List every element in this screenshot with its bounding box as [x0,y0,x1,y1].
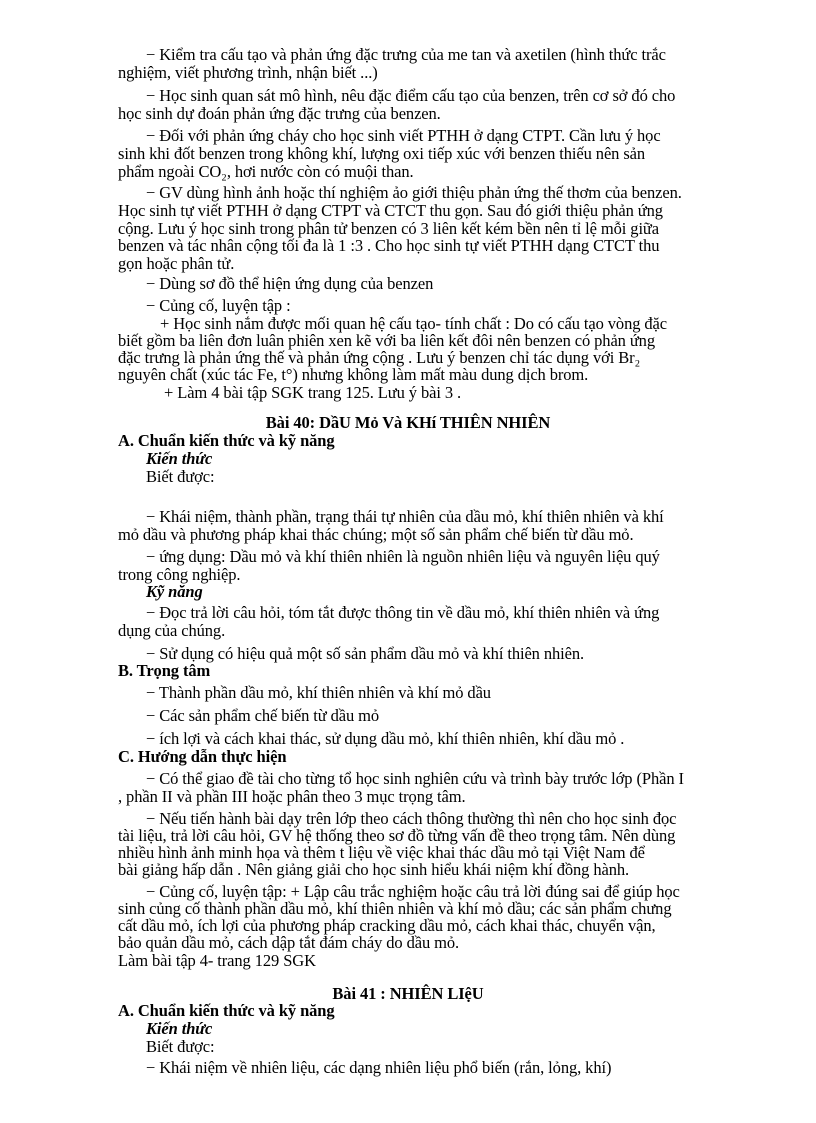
text-line: phẩm ngoài CO₂, hơi nước còn có muội than. [118,162,414,181]
text-line: − Học sinh quan sát mô hình, nêu đặc điểm cấu tạo của benzen, trên cơ sở đó cho [146,86,676,105]
text-line: − Củng cố, luyện tập : [146,296,291,315]
text-line: − ích lợi và cách khai thác, sử dụng dầu mỏ, khí thiên nhiên, khí dầu mỏ . [146,729,625,748]
text-line: nguyên chất (xúc tác Fe, t°) nhưng không làm mất màu dung dịch brom. [118,365,589,384]
text-line: nghiệm, viết phương trình, nhận biết ...) [118,63,378,82]
text-line: + Làm 4 bài tập SGK trang 125. Lưu ý bài 3 . [164,383,462,402]
text-line: − GV dùng hình ảnh hoặc thí nghiệm ảo giới thiệu phản ứng thế thơm của benzen. [146,183,682,202]
text-line: − Dùng sơ đồ thể hiện ứng dụng của benzen [146,274,434,293]
subsection-heading: Kiến thức [146,449,213,468]
text-line: Làm bài tập 4- trang 129 SGK [118,951,316,970]
text-line: − Khái niệm về nhiên liệu, các dạng nhiên liệu phổ biến (rắn, lỏng, khí) [146,1058,612,1077]
text-line: dụng của chúng. [118,621,226,640]
text-line: − Đọc trả lời câu hỏi, tóm tắt được thông tin về dầu mỏ, khí thiên nhiên và ứng [146,603,660,622]
text-line: benzen và tác nhân cộng tối đa là 1 :3 . Cho học sinh tự viết PTHH dạng CTCT thu [118,236,660,255]
text-line: mỏ dầu và phương pháp khai thác chúng; một số sản phẩm chế biến từ dầu mỏ. [118,525,634,544]
text-line: Biết được: [146,1037,215,1056]
text-line: cất dầu mỏ, ích lợi của phương pháp cracking dầu mỏ, cách khai thác, chuyển vận, [118,916,656,935]
lesson-heading: Bài 41 : NHIÊN LIệU [332,984,484,1003]
text-line: học sinh dự đoán phản ứng đặc trưng của benzen. [118,104,441,123]
text-line: − Củng cố, luyện tập: + Lập câu trắc nghiệm hoặc câu trả lời đúng sai để giúp học [146,882,680,901]
text-line: − Thành phần dầu mỏ, khí thiên nhiên và khí mỏ dầu [146,683,491,702]
text-line: Biết được: [146,467,215,486]
text-line: Học sinh tự viết PTHH ở dạng CTPT và CTCT thu gọn. Sau đó giới thiệu phản ứng [118,201,663,220]
text-line: − Kiểm tra cấu tạo và phản ứng đặc trưng của me tan và axetilen (hình thức trắc [146,45,666,64]
text-line: − Có thể giao đề tài cho từng tổ học sinh nghiên cứu và trình bày trước lớp (Phần I [146,769,684,788]
text-line: sinh củng cố thành phần dầu mỏ, khí thiên nhiên và khí mỏ dầu; các sản phẩm chưng [118,899,672,918]
text-line: cộng. Lưu ý học sinh trong phân tử benzen có 3 liên kết kém bền nên tỉ lệ mỗi giữa [118,219,659,238]
text-line: nhiều hình ảnh minh họa và thêm t liệu về việc khai thác dầu mỏ tại Việt Nam để [118,843,645,862]
text-line: + Học sinh nắm được mối quan hệ cấu tạo- tính chất : Do có cấu tạo vòng đặc [160,314,667,333]
text-line: − Các sản phẩm chế biến từ dầu mỏ [146,706,380,725]
text-line: − ứng dụng: Dầu mỏ và khí thiên nhiên là nguồn nhiên liệu và nguyên liệu quý [146,547,660,566]
lesson-heading: Bài 40: DầU Mỏ Và KHí THIÊN NHIÊN [265,413,551,432]
text-line: gọn hoặc phân tử. [118,254,235,273]
section-heading: A. Chuẩn kiến thức và kỹ năng [118,1001,335,1020]
subsection-heading: Kiến thức [146,1019,213,1038]
section-heading: A. Chuẩn kiến thức và kỹ năng [118,431,335,450]
text-line: đặc trưng là phản ứng thế và phản ứng cộng . Lưu ý benzen chỉ tác dụng với Br₂ [118,348,641,367]
subsection-heading: Kỹ năng [146,582,203,601]
text-line: − Sử dụng có hiệu quả một số sản phẩm dầu mỏ và khí thiên nhiên. [146,644,585,663]
text-line: bảo quản dầu mỏ, cách dập tắt đám cháy do dầu mỏ. [118,933,460,952]
text-line: − Đối với phản ứng cháy cho học sinh viết PTHH ở dạng CTPT. Cần lưu ý học [146,126,661,145]
section-heading: C. Hướng dẫn thực hiện [118,747,287,766]
text-line: biết gồm ba liên đơn luân phiên xen kẽ với ba liên kết đôi nên benzen có phản ứng [118,331,655,350]
text-line: sinh khi đốt benzen trong không khí, lượng oxi tiếp xúc với benzen thiếu nên sản [118,144,646,163]
text-line: − Nếu tiến hành bài dạy trên lớp theo cách thông thường thì nên cho học sinh đọc [146,809,677,828]
text-line: , phần II và phần III hoặc phân theo 3 mục trọng tâm. [118,787,466,806]
text-line: bài giảng hấp dẫn . Nên giảng giải cho học sinh hiểu khái niệm khí đồng hành. [118,860,630,879]
text-line: trong công nghiệp. [118,565,241,584]
section-heading: B. Trọng tâm [118,661,211,680]
text-line: tài liệu, trả lời câu hỏi, GV hệ thống theo sơ đồ từng vấn đề theo trọng tâm. Nên dùng [118,826,676,845]
text-line: − Khái niệm, thành phần, trạng thái tự nhiên của dầu mỏ, khí thiên nhiên và khí [146,507,664,526]
